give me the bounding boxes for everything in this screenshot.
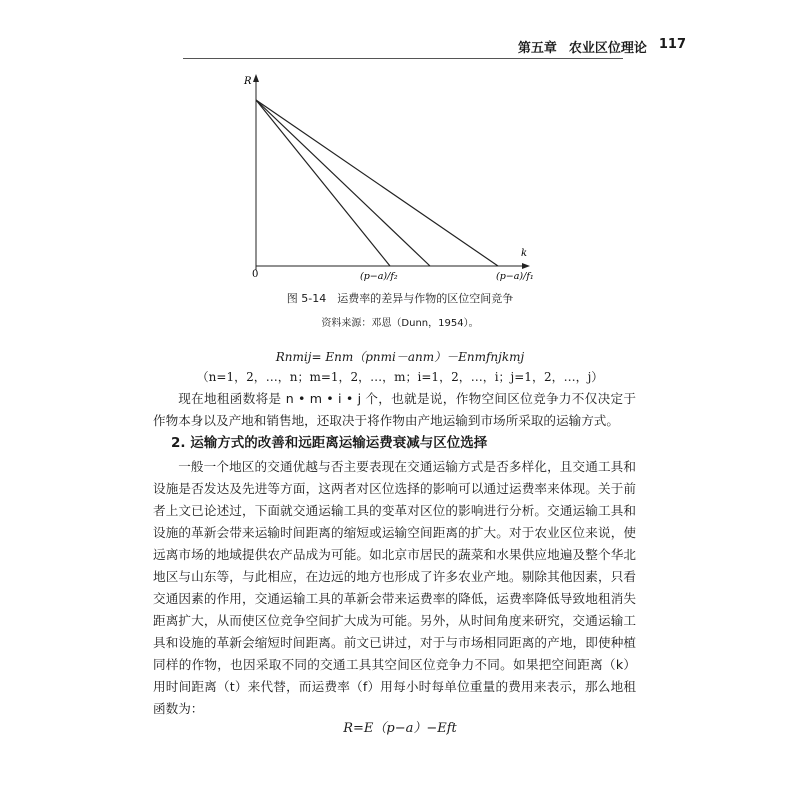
- x-axis-label: k: [521, 248, 528, 259]
- figure-caption: 图 5-14 运费率的差异与作物的区位空间竞争: [286, 292, 514, 305]
- page-number: 117: [658, 37, 686, 52]
- chapter-title: 农业区位理论: [568, 41, 647, 56]
- rent-line-2: [256, 100, 430, 266]
- time-rent-formula: R=E（p−a）−Eft: [343, 721, 457, 736]
- figure-svg: [240, 70, 540, 290]
- paragraph-2: 一般一个地区的交通优越与否主要表现在交通运输方式是否多样化，且交通工具和设施是否发达及先进等方面，这两者对区位选择的影响可以通过运费率来体现。关于前者上文已论述过，下面就交通运输工具的变革对区位的影响进行分析。交通运输工具和设施的革新会带来运输时间距离的缩短或运输空间距离的扩大。对于农业区位来说，使远离市场的地域提供农产品成为可能。如北京市居民的蔬菜和水果供应地遍及整个华北地区与山东等，与此相应，在边远的地方也形成了许多农业产地。剔除其他因素，只看交通因素的作用，交通运输工具的革新会带来运费率的降低，运费率降低导致地租消失距离扩大，从而使区位竞争空间扩大成为可能。另外，从时间角度来研究，交通运输工具和设施的革新会缩短时间距离。前文已讲过，对于与市场相同距离的产地，即使种植同样的作物，也因采取不同的交通工具其空间区位竞争力不同。如果把空间距离（k）用时间距离（t）来代替，而运费率（f）用每小时每单位重量的费用来表示，那么地租函数为：: [153, 459, 636, 716]
- x-axis-arrow: [522, 263, 530, 269]
- y-axis-arrow: [253, 74, 259, 82]
- rent-line-1: [256, 100, 390, 266]
- figure-5-14: [240, 70, 540, 290]
- rent-line-3: [256, 100, 498, 266]
- running-header: [476, 37, 686, 56]
- tick-label-f1: (p−a)/f₁: [496, 271, 534, 282]
- tick-label-f2: (p−a)/f₂: [360, 271, 398, 282]
- rent-formula: Rnmij= Enm（pnmi－anm）－Enmfnjkmj: [275, 350, 525, 364]
- origin-label: 0: [252, 269, 259, 280]
- figure-source: 资料来源：邓恩（Dunn，1954）。: [321, 318, 479, 329]
- y-axis-label: R: [244, 76, 252, 87]
- section-heading: 2. 运输方式的改善和远距离运输运费衰减与区位选择: [171, 435, 488, 451]
- header-rule: [183, 58, 623, 59]
- paragraph-1: 现在地租函数将是 n • m • i • j 个，也就是说，作物空间区位竞争力不仅决定于作物本身以及产地和销售地，还取决于将作物由产地运输到市场所采取的运输方式。: [153, 391, 636, 428]
- formula-condition: （n=1，2，…，n；m=1，2，…，m；i=1，2，…，i；j=1，2，…，j）: [196, 370, 604, 384]
- chapter-label: 第五章: [517, 41, 557, 56]
